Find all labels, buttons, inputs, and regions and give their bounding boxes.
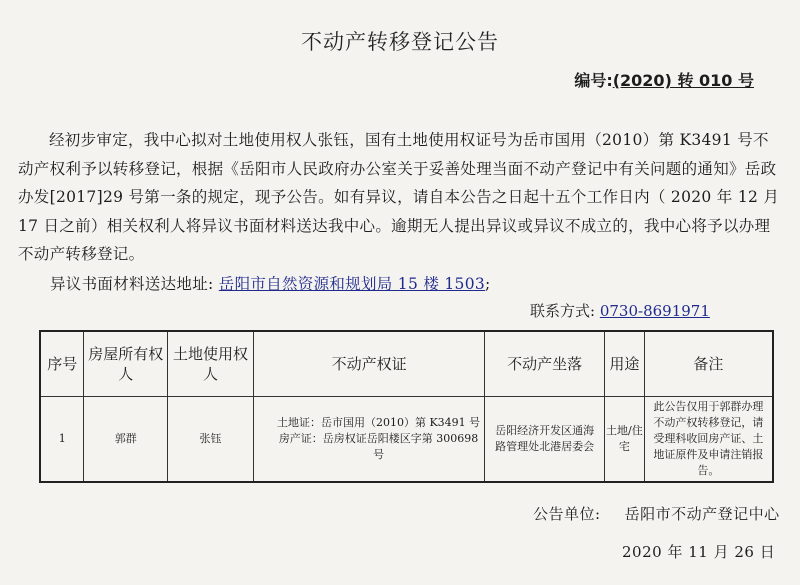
- announcement-body: [18, 126, 780, 269]
- registration-table: [39, 330, 774, 483]
- cert-house-line: 房产证：岳房权证岳阳楼区字第 300698 号: [278, 432, 479, 461]
- announcement-paragraph: 经初步审定，我中心拟对土地使用权人张钰，国有土地使用权证号为岳市国用（2010）第 K3491 号不动产权利予以转移登记，根据《岳阳市人民政府办公室关于妥善处理当面不动产登记中有关问题的通知》岳政办发[2017]29 号第一条的规定，现予公告。如有异议，请自本公告之日起十五个工作日内（ 2020 年 12 月 17 日之前）相关权利人将异议书面材料送达我中心。逾期无人提出异议或异议不成立的，我中心将予以办理不动产转移登记。: [18, 131, 780, 263]
- cell-seq: 1: [40, 397, 84, 483]
- contact-info: [530, 300, 710, 321]
- contact-label: 联系方式:: [530, 302, 596, 320]
- objection-address-value: 岳阳市自然资源和规划局 15 楼 1503: [218, 275, 486, 293]
- header-use: 用途: [604, 331, 644, 397]
- objection-address: [50, 272, 491, 294]
- cell-owner: 郭群: [84, 397, 168, 483]
- objection-address-suffix: ;: [485, 275, 491, 293]
- cell-note: 此公告仅用于郭群办理不动产权转移登记，请受理科收回房产证、土地证原件及申请注销报告。: [644, 397, 773, 483]
- document-number-value: (2020) 转 010 号: [612, 71, 754, 90]
- issuing-unit-name: 岳阳市不动产登记中心: [624, 505, 780, 523]
- cell-use: 土地/住宅: [604, 397, 644, 483]
- header-location: 不动产坐落: [485, 331, 605, 397]
- cell-land-user: 张钰: [168, 397, 254, 483]
- header-land-user: 土地使用权人: [168, 331, 254, 397]
- header-cert: 不动产权证: [253, 331, 484, 397]
- header-note: 备注: [644, 331, 773, 397]
- issuing-unit-label: 公告单位:: [533, 505, 601, 523]
- cert-land-line: 土地证：岳市国用（2010）第 K3491 号: [276, 416, 481, 429]
- header-owner: 房屋所有权人: [84, 331, 168, 397]
- contact-phone: 0730-8691971: [599, 302, 710, 320]
- issuing-unit: [533, 503, 780, 524]
- page-title: 不动产转移登记公告: [301, 30, 499, 54]
- header-seq: 序号: [40, 331, 84, 397]
- document-number-label: 编号:: [574, 71, 613, 90]
- document-number: [574, 68, 754, 91]
- table-header-row: [40, 331, 773, 397]
- table-row: [40, 397, 773, 483]
- cell-cert: [253, 397, 484, 483]
- objection-address-label: 异议书面材料送达地址:: [50, 275, 214, 293]
- issue-date: 2020 年 11 月 26 日: [622, 543, 776, 561]
- cell-location: 岳阳经济开发区通海路管理处北港居委会: [485, 397, 605, 483]
